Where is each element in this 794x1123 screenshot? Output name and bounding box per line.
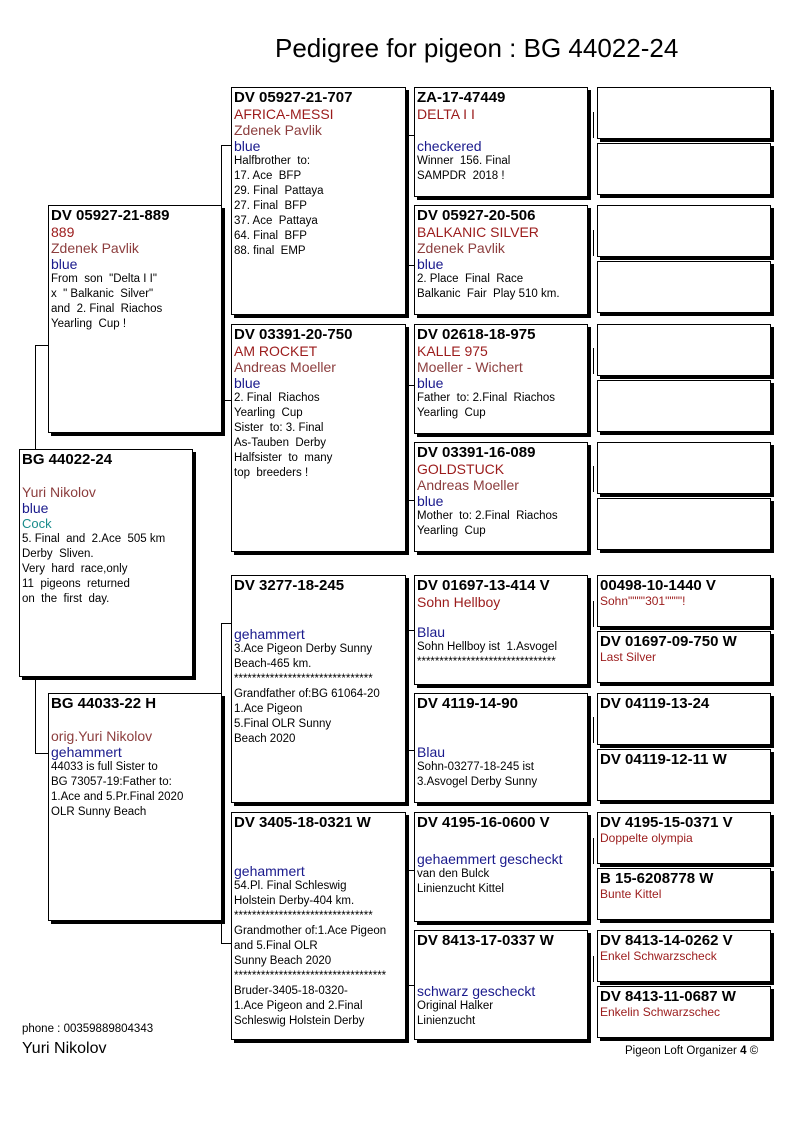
pigeon-color: gehammert xyxy=(234,626,305,642)
pigeon-name: Enkelin Schwarzschec xyxy=(600,1005,721,1019)
pigeon-color: gehammert xyxy=(51,744,122,760)
connector-line xyxy=(593,838,594,864)
breeder xyxy=(417,122,585,138)
ring-number: DV 05927-20-506 xyxy=(417,207,536,224)
connector-line xyxy=(221,623,231,624)
ancestor-card xyxy=(597,87,771,139)
breeder xyxy=(417,965,585,983)
pigeon-name: Sohn Hellboy xyxy=(417,594,501,610)
pigeon-notes: 44033 is full Sister to BG 73057-19:Father to: 1.Ace and 5.Pr.Final 2020 OLR Sunny Beach xyxy=(51,761,184,818)
connector-line xyxy=(35,677,36,753)
pigeon-notes: 5. Final and 2.Ace 505 km Derby Sliven. Very hard race,only 11 pigeons returned on the first day. xyxy=(22,533,166,605)
pigeon-notes: Sohn Hellboy ist 1.Asvogel ******************************* xyxy=(417,641,557,668)
pigeon-notes: 2. Place Final Race Balkanic Fair Play 510 km. xyxy=(417,273,560,300)
connector-line xyxy=(221,145,222,205)
software-credit xyxy=(625,1045,758,1057)
connector-line xyxy=(221,943,231,944)
connector-line xyxy=(593,956,594,982)
pigeon-notes: 2. Final Riachos Yearling Cup Sister to: 3. Final As-Tauben Derby Halfsister to many top breeders ! xyxy=(234,392,333,479)
pigeon-notes: Original Halker Linienzucht xyxy=(417,1000,494,1027)
owner-name: Yuri Nikolov xyxy=(22,1040,107,1057)
grandparent-card xyxy=(231,324,406,552)
great-grandparent-card xyxy=(414,324,588,434)
ring-number: ZA-17-47449 xyxy=(417,89,506,106)
great-grandparent-card xyxy=(414,205,588,315)
pigeon-name: Enkel Schwarzscheck xyxy=(600,949,717,963)
breeder: Zdenek Pavlik xyxy=(51,240,139,256)
pigeon-color: gehaemmert gescheckt xyxy=(417,851,563,867)
ring-number: DV 05927-21-707 xyxy=(234,89,353,106)
ring-number: DV 4119-14-90 xyxy=(417,695,518,712)
phone-number: phone : 00359889804343 xyxy=(22,1023,154,1035)
ring-number: DV 4195-16-0600 V xyxy=(417,814,550,831)
pigeon-name xyxy=(417,712,585,728)
dam-card xyxy=(48,693,222,921)
ring-number: DV 4195-15-0371 V xyxy=(600,814,733,831)
pigeon-color: blue xyxy=(234,375,261,391)
ancestor-card xyxy=(597,693,771,745)
breeder xyxy=(234,610,403,626)
pigeon-notes: van den Bulck Linienzucht Kittel xyxy=(417,868,504,895)
pigeon-color: Blau xyxy=(417,744,446,760)
breeder: orig.Yuri Nikolov xyxy=(51,728,153,744)
breeder xyxy=(417,728,585,744)
connector-line xyxy=(221,400,231,401)
ring-number: BG 44033-22 H xyxy=(51,695,157,712)
ancestor-card xyxy=(597,812,771,864)
ancestor-card xyxy=(597,442,771,494)
pigeon-notes: Sohn-03277-18-245 ist 3.Asvogel Derby Sunny xyxy=(417,761,538,788)
subject-pigeon-card xyxy=(19,449,193,677)
ring-number: DV 3405-18-0321 W xyxy=(234,814,371,831)
connector-line xyxy=(35,345,49,346)
pigeon-name: Doppelte olympia xyxy=(600,831,693,845)
pigeon-name: Last Silver xyxy=(600,650,657,664)
pigeon-name: AM ROCKET xyxy=(234,343,318,359)
ring-number: DV 8413-11-0687 W xyxy=(600,988,736,1005)
connector-line xyxy=(593,348,594,374)
ring-number: DV 03391-16-089 xyxy=(417,444,536,461)
connector-line xyxy=(221,623,222,693)
pigeon-name: GOLDSTUCK xyxy=(417,461,505,477)
connector-line xyxy=(35,345,36,449)
pigeon-name: Bunte Kittel xyxy=(600,887,662,901)
pigeon-name xyxy=(234,594,403,610)
breeder: Zdenek Pavlik xyxy=(417,240,505,256)
great-grandparent-card xyxy=(414,693,588,803)
pigeon-color: gehammert xyxy=(234,863,305,879)
pigeon-color: blue xyxy=(417,375,444,391)
connector-line xyxy=(593,466,594,492)
ancestor-card xyxy=(597,930,771,982)
connector-line xyxy=(593,717,594,743)
sire-card xyxy=(48,205,222,433)
breeder: Andreas Moeller xyxy=(417,477,519,493)
pigeon-name: KALLE 975 xyxy=(417,343,488,359)
connector-line xyxy=(221,918,222,943)
grandparent-card xyxy=(231,812,406,1040)
pigeon-name xyxy=(417,831,585,847)
great-grandparent-card xyxy=(414,575,588,685)
ancestor-card xyxy=(597,324,771,376)
software-name: Pigeon Loft Organizer xyxy=(625,1045,737,1057)
ancestor-card xyxy=(597,575,771,627)
ring-number: B 15-6208778 W xyxy=(600,870,714,887)
pigeon-notes: Mother to: 2.Final Riachos Yearling Cup xyxy=(417,510,558,537)
ancestor-card xyxy=(597,631,771,683)
software-version: 4 xyxy=(740,1045,747,1057)
pigeon-color: checkered xyxy=(417,138,482,154)
pigeon-notes: From son "Delta I I" x " Balkanic Silver" and 2. Final Riachos Yearling Cup ! xyxy=(51,273,163,330)
pigeon-color: blue xyxy=(417,256,444,272)
grandparent-card xyxy=(231,87,406,315)
pigeon-notes: 54.Pl. Final Schleswig Holstein Derby-404 km. ******************************* Grandmother of:1.Ace Pigeon and 5.Final OLR Sunny Beach 2020 ********************************** Bruder-3405-18-0320- 1.Ace Pigeon and 2.Final Schleswig Holstein Derby xyxy=(234,880,387,1027)
pigeon-name: 889 xyxy=(51,224,75,240)
pigeon-name xyxy=(234,831,403,847)
ring-number: DV 8413-17-0337 W xyxy=(417,932,554,949)
pigeon-notes: Father to: 2.Final Riachos Yearling Cup xyxy=(417,392,556,419)
pigeon-notes: 3.Ace Pigeon Derby Sunny Beach-465 km. ******************************* Grandfather of:BG 61064-20 1.Ace Pigeon 5.Final OLR Sunny Beach 2020 xyxy=(234,643,380,745)
pigeon-notes: Halfbrother to: 17. Ace BFP 29. Final Pattaya 27. Final BFP 37. Ace Pattaya 64. Final BFP 88. final EMP xyxy=(234,155,324,257)
pigeon-name xyxy=(417,949,585,965)
ring-number: 00498-10-1440 V xyxy=(600,577,716,594)
ring-number: DV 02618-18-975 xyxy=(417,326,536,343)
pigeon-color: blue xyxy=(22,500,49,516)
pigeon-color: schwarz gescheckt xyxy=(417,983,536,999)
ancestor-card xyxy=(597,498,771,550)
ring-number: DV 01697-09-750 W xyxy=(600,633,737,650)
pigeon-name xyxy=(22,468,190,484)
grandparent-card xyxy=(231,575,406,803)
ring-number: BG 44022-24 xyxy=(22,451,113,468)
great-grandparent-card xyxy=(414,442,588,552)
pigeon-name: DELTA I I xyxy=(417,106,475,122)
connector-line xyxy=(593,112,594,138)
connector-line xyxy=(35,753,49,754)
ring-number: DV 01697-13-414 V xyxy=(417,577,550,594)
ancestor-card xyxy=(597,749,771,801)
pigeon-name xyxy=(51,712,219,728)
connector-line xyxy=(593,601,594,627)
ancestor-card xyxy=(597,868,771,920)
ancestor-card xyxy=(597,261,771,313)
page-title: Pedigree for pigeon : BG 44022-24 xyxy=(275,33,679,63)
connector-line xyxy=(221,145,231,146)
great-grandparent-card xyxy=(414,87,588,197)
pigeon-name: AFRICA-MESSI xyxy=(234,106,334,122)
breeder: Andreas Moeller xyxy=(234,359,336,375)
breeder xyxy=(234,847,403,863)
pigeon-name: Sohn""""301""""! xyxy=(600,594,686,608)
breeder: Yuri Nikolov xyxy=(22,484,96,500)
ring-number: DV 3277-18-245 xyxy=(234,577,345,594)
great-grandparent-card xyxy=(414,930,588,1040)
pigeon-color: blue xyxy=(234,138,261,154)
ring-number: DV 04119-12-11 W xyxy=(600,751,727,768)
ancestor-card xyxy=(597,143,771,195)
pigeon-name: BALKANIC SILVER xyxy=(417,224,539,240)
breeder: Moeller - Wichert xyxy=(417,359,523,375)
ring-number: DV 04119-13-24 xyxy=(600,695,710,712)
pigeon-sex: Cock xyxy=(22,516,52,531)
pigeon-color: blue xyxy=(417,493,444,509)
copyright-symbol: © xyxy=(749,1045,759,1057)
breeder: Zdenek Pavlik xyxy=(234,122,322,138)
ancestor-card xyxy=(597,380,771,432)
ring-number: DV 03391-20-750 xyxy=(234,326,353,343)
ring-number: DV 8413-14-0262 V xyxy=(600,932,733,949)
ancestor-card xyxy=(597,205,771,257)
pigeon-color: blue xyxy=(51,256,78,272)
pigeon-notes: Winner 156. Final SAMPDR 2018 ! xyxy=(417,155,511,182)
connector-line xyxy=(593,230,594,256)
ring-number: DV 05927-21-889 xyxy=(51,207,170,224)
ancestor-card xyxy=(597,986,771,1038)
pigeon-color: Blau xyxy=(417,624,446,640)
breeder xyxy=(417,610,585,624)
great-grandparent-card xyxy=(414,812,588,922)
